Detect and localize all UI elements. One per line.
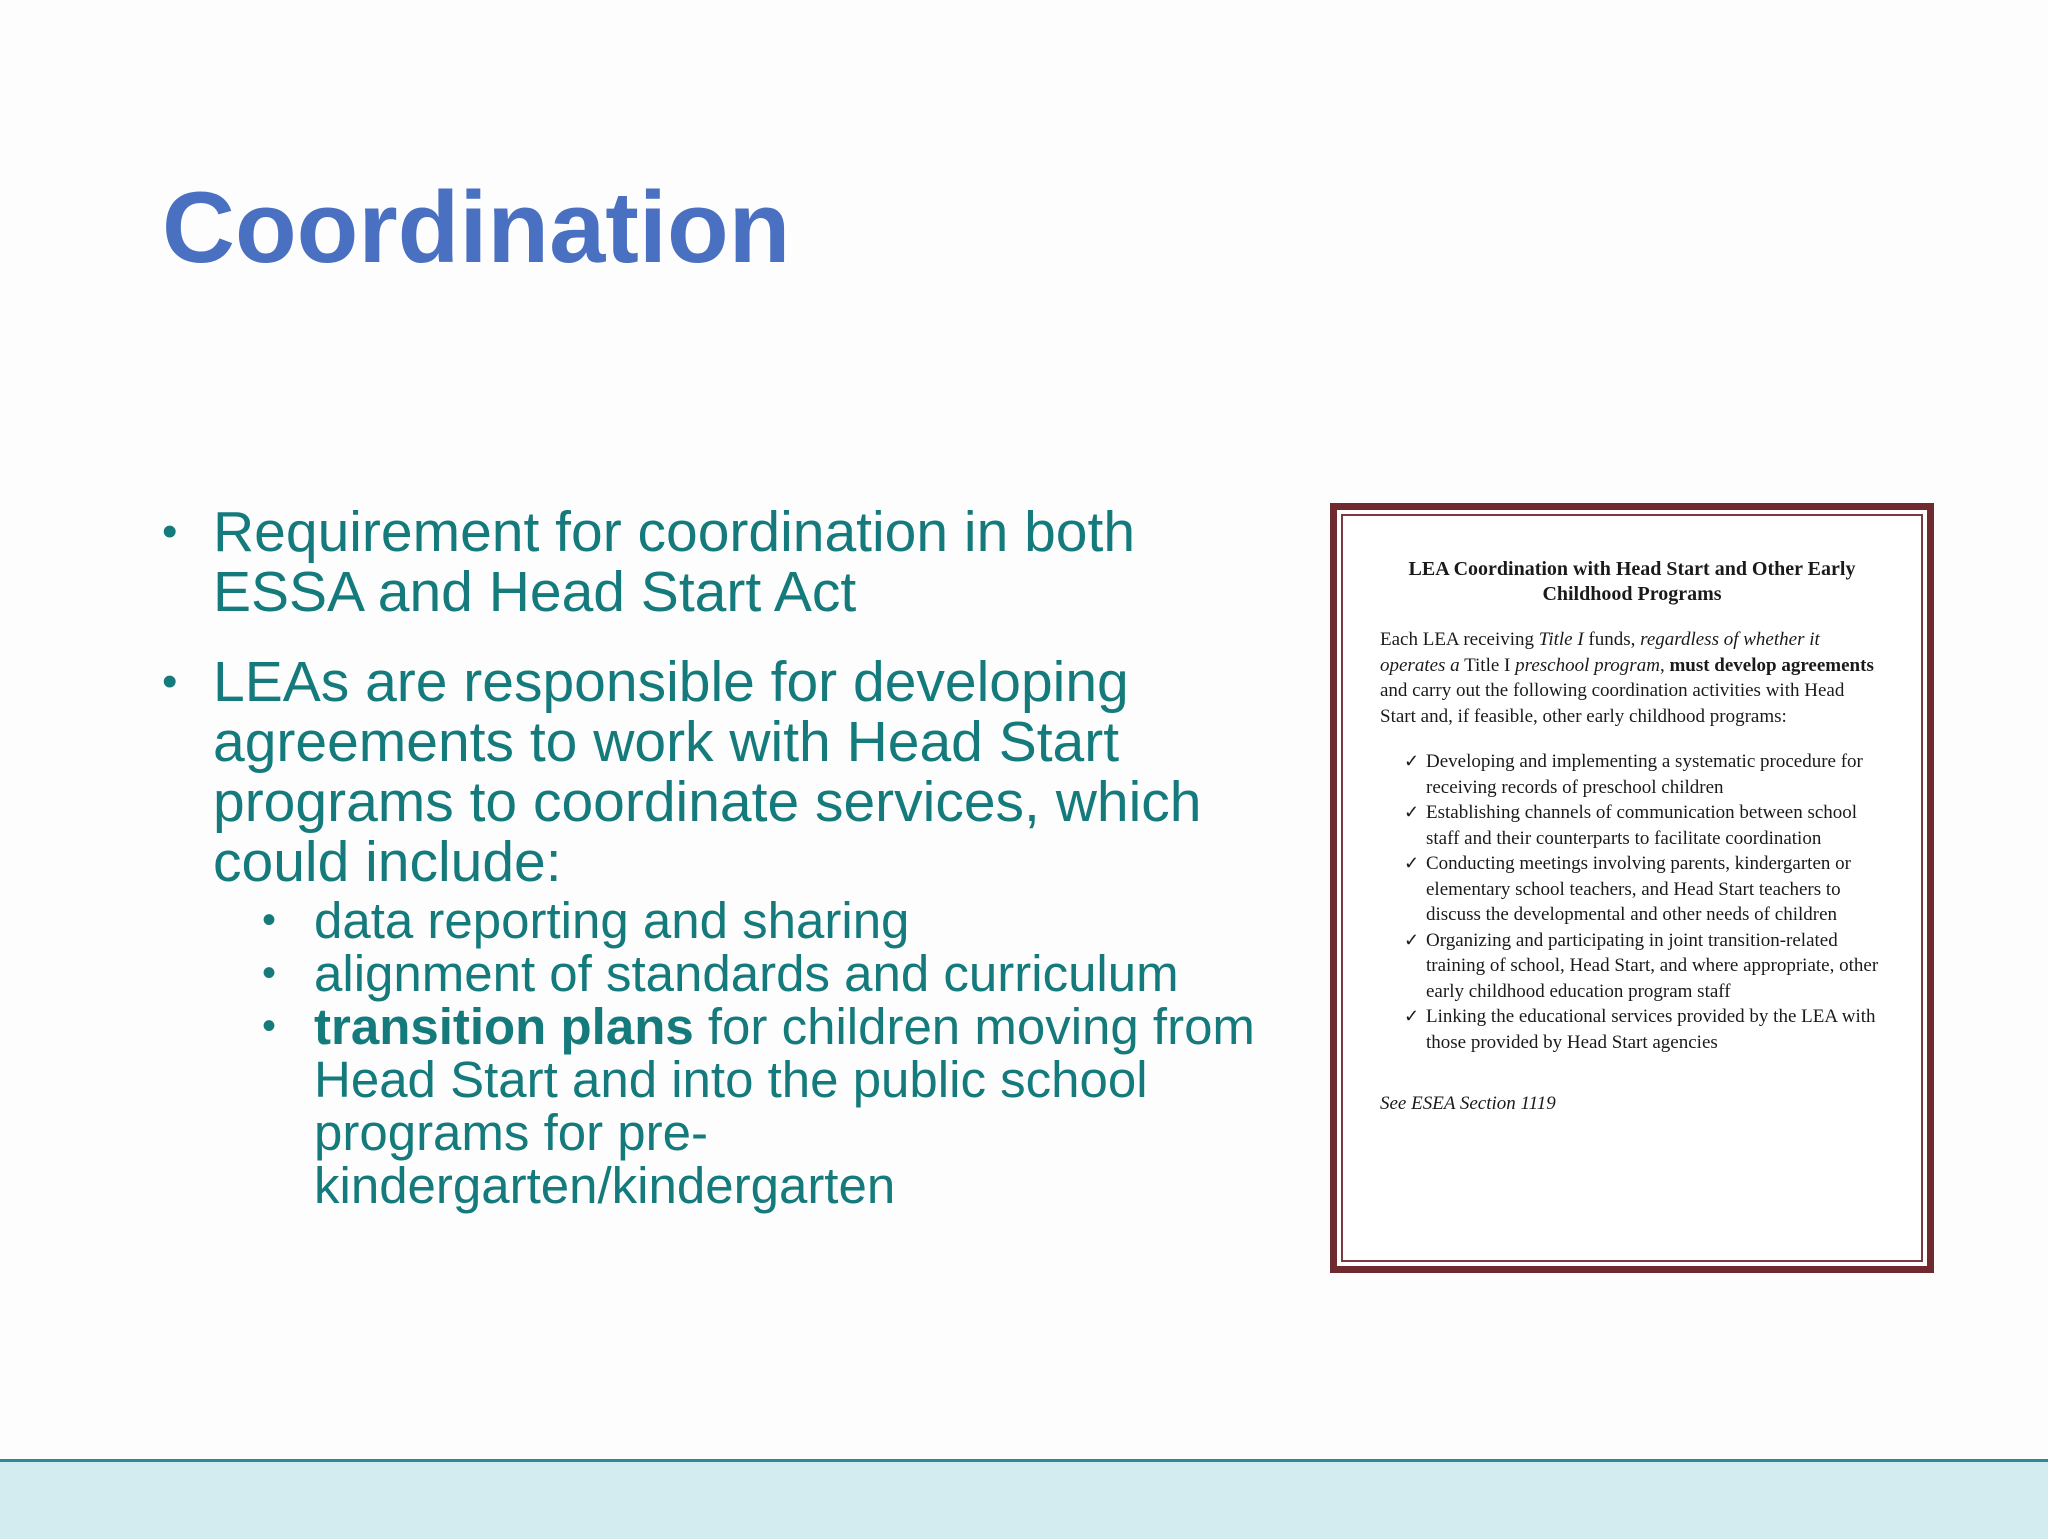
document-citation: See ESEA Section 1119	[1380, 1093, 1556, 1114]
checklist-text: Conducting meetings involving parents, kindergarten or elementary school teachers, and Head Start teachers to discuss the developmental and other needs of children	[1426, 853, 1851, 925]
sub-bullet-item	[162, 1000, 1282, 1212]
intro-italic: regardless of whether it operates a	[1380, 629, 1820, 676]
document-intro	[1380, 627, 1884, 729]
checklist-text: Organizing and participating in joint transition-related training of school, Head Start, and where appropriate, other early childhood education program staff	[1426, 929, 1879, 1002]
intro-text: funds,	[1583, 629, 1641, 650]
checklist-item	[1404, 749, 1884, 800]
checklist-text: Establishing channels of communication between school staff and their counterparts to facilitate coordination	[1426, 802, 1858, 849]
slide-title: Coordination	[162, 172, 791, 284]
bullet-dot: •	[262, 898, 277, 942]
intro-text: ,	[1659, 654, 1670, 676]
intro-bold: must develop agreements	[1669, 654, 1874, 676]
document-checklist	[1380, 749, 1884, 1055]
check-icon: ✓	[1404, 1006, 1420, 1026]
intro-text: and carry out the following coordination activities with Head Start and, if feasible, other early childhood programs:	[1380, 680, 1845, 727]
intro-text: Each LEA receiving	[1380, 629, 1539, 650]
sub-bullet-item	[162, 894, 1282, 947]
checklist-item	[1404, 928, 1884, 1005]
bullet-list	[162, 502, 1282, 1212]
sub-bullet-list	[162, 894, 1282, 1212]
bullet-text: Requirement for coordination in both ESSA and Head Start Act	[213, 500, 1136, 624]
bullet-dot: •	[262, 1004, 277, 1048]
sub-bullet-item	[162, 947, 1282, 1000]
document-page	[1337, 510, 1927, 1266]
footer-band	[0, 1459, 2048, 1539]
bullet-dot: •	[162, 507, 178, 556]
checklist-item	[1404, 800, 1884, 851]
sub-bullet-text: alignment of standards and curriculum	[314, 945, 1179, 1002]
document-image	[1330, 503, 1934, 1273]
check-icon: ✓	[1404, 802, 1420, 822]
bullet-item	[162, 502, 1282, 622]
sub-bullet-text: for children moving from Head Start and into the public school programs for pre-kindergarten/kindergarten	[314, 998, 1255, 1214]
intro-italic: Title I	[1538, 629, 1584, 650]
document-title: LEA Coordination with Head Start and Other Early Childhood Programs	[1408, 558, 1856, 605]
intro-italic: preschool program	[1515, 654, 1660, 676]
bullet-dot: •	[262, 951, 277, 995]
bullet-item	[162, 652, 1282, 892]
checklist-item	[1404, 1004, 1884, 1055]
checklist-text: Linking the educational services provided by the LEA with those provided by Head Start agencies	[1426, 1006, 1876, 1053]
check-icon: ✓	[1404, 929, 1420, 950]
sub-bullet-text: data reporting and sharing	[314, 892, 910, 949]
checklist-text: Developing and implementing a systematic procedure for receiving records of preschool children	[1426, 751, 1863, 798]
sub-bullet-emphasis: transition plans	[314, 998, 694, 1055]
bullet-text: LEAs are responsible for developing agreements to work with Head Start programs to coordinate services, which could include:	[213, 650, 1202, 894]
intro-text: Title I	[1459, 654, 1516, 676]
bullet-dot: •	[162, 657, 178, 706]
check-icon: ✓	[1404, 751, 1420, 771]
checklist-item	[1404, 851, 1884, 928]
check-icon: ✓	[1404, 853, 1420, 873]
